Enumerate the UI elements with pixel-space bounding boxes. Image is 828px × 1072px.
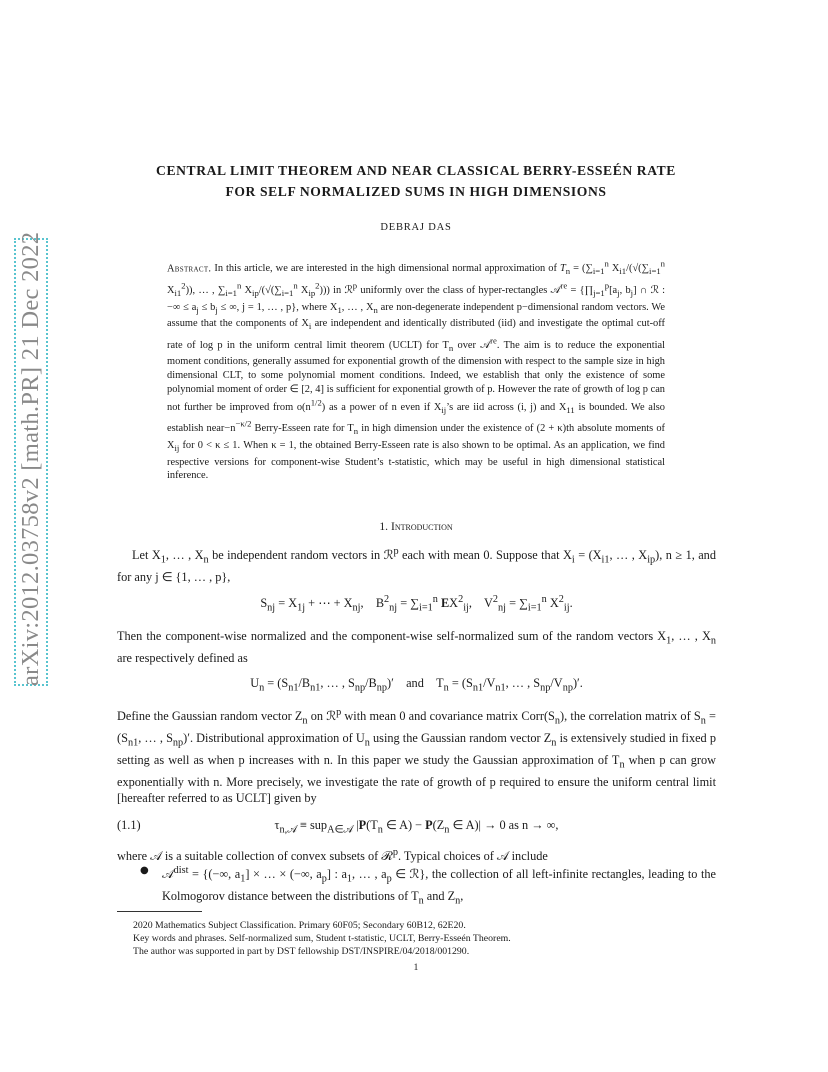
paper-title: [110, 160, 722, 202]
section-number: 1.: [379, 520, 389, 533]
equation-normalized-sums: $U_n = (S_{n1}/B_{n1}$, … , $S_{np}/B_{np})'$ and $T_n = (S_{n1}/V_{n1}$, … , $S_{np}/V_{np})'$.: [250, 676, 583, 694]
section-title: Introduction: [390, 520, 453, 533]
equation-uclt: $\tau_{n,𝒜} \equiv sup_{A\in 𝒜}$ $|P(T_n$ ∈ $A) - P(Z_n$ ∈ A)| → 0 as n → ∞,: [274, 818, 559, 836]
abstract-label: Abstract.: [167, 263, 212, 275]
title-line-2: FOR SELF NORMALIZED SUMS IN HIGH DIMENSIONS: [225, 184, 607, 199]
section-heading: [110, 520, 722, 533]
footnote-keywords: Key words and phrases. Self-normalized sum, Student t-statistic, UCLT, Berry-Esseén Theorem.: [133, 933, 511, 944]
intro-paragraph-3: Define the Gaussian random vector $Z_n$ on ℛ$^p$ with mean 0 and covariance matrix $Corr(S_n)$, the correlation matrix of $S_n = (S_{n1}$, … , $S_{np})'$. Distributional approximation of $U_n$ using the Gaussian random vector $Z_n$ is extensively studied in fixed p setting as well as when p increases with n. In this paper we study the Gaussian approximation of $T_n$ when p can grow exponentially with n. More precisely, we investigate the rate of growth of p required to ensure the uniform central limit [hereafter referred to as UCLT] given by: [117, 707, 716, 806]
footnote-msc: 2020 Mathematics Subject Classification. Primary 60F05; Secondary 60B12, 62E20.: [133, 920, 466, 931]
abstract-text: In this article, we are interested in the high dimensional normal approximation of $T_n = (\sum_{i=1}^n$ $X_{i1}/(√(\sum_{i=1}^n$ $X_{i1}^2$)), … , $\sum_{i=1}^n$ $X_{ip}/(√(\sum_{i=1}^n$ $X_{ip}^2$))) in ℛ$^p$ uniformly over the class of hyper-rectangles 𝒜$^{re}$ = {$\prod_{j=1}^p[a_j$, $b_j$] ∩ ℛ : −∞ ≤ $a_j \le b_j$ ≤ ∞, j = 1, … , p}, where $X_1$, … , $X_n$ are non-degenerate independent p−dimensional random vectors. We assume that the components of $X_i$ are independent and identically distributed (iid) and investigate the optimal cut-off rate of log p in the uniform central limit theorem (UCLT) for $T_n$ over 𝒜$^{re}$. The aim is to reduce the exponential moment conditions, generally assumed for exponential growth of the dimension with respect to the sample size in high dimensional CLT, to some polynomial moment conditions. Indeed, we establish that only the existence of some polynomial moment of order ∈ [2, 4] is sufficient for exponential growth of p. However the rate of growth of log p can not further be improved from $o(n^{1/2})$ as a power of n even if $X_{ij}’s$ are iid across (i, j) and $X_{11}$ is bounded. We also establish $near-n^{-\kappa/2}$ Berry-Esseen rate for $T_n$ in high dimension under the existence of (2 + κ)th absolute moments of $X_{ij}$ for 0 < κ ≤ 1. When κ = 1, the obtained Berry-Esseen rate is also shown to be optimal. As an application, we find respective versions for component-wise Student’s t-statistic, which may be useful in high dimensional statistical inference.: [167, 259, 666, 482]
intro-paragraph-1: Let $X_1$, … , $X_n$ be independent random vectors in ℛ$^p$ each with mean 0. Suppose that $X_i = (X_{i1}$, … , $X_{ip}$), n ≥ 1, and for any j ∈ {1, … , p},: [117, 546, 716, 585]
intro-paragraph-4: where 𝒜 is a suitable collection of convex subsets of ℛ$^p$. Typical choices of 𝒜 include: [117, 847, 548, 864]
footnote-funding: The author was supported in part by DST fellowship DST/INSPIRE/04/2018/001290.: [133, 946, 470, 957]
arxiv-identifier: arXiv:2012.03758v2 [math.PR] 21 Dec 2022: [17, 231, 44, 686]
title-line-1: CENTRAL LIMIT THEOREM AND NEAR CLASSICAL BERRY-ESSEÉN RATE: [156, 163, 676, 178]
bullet-item: 𝒜$^{dist}$ = {(−∞, $a_1$] × … × (−∞, $a_p$] : $a_1$, … , $a_p$ ∈ ℛ}, the collection of all left-infinite rectangles, leading to the Kolmogorov distance between the distributions of $T_n$ and $Z_n$,: [162, 865, 716, 906]
equation-sums: $S_{nj} = X_{1j}$ + ⋯ + $X_{nj}$, $B^2_{nj} = \sum_{i=1}^n$ $EX^2_{ij}$, $V^2_{nj} = \sum_{i=1}^n$ $X^2_{ij}$.: [260, 594, 573, 614]
footnote-rule: [117, 911, 202, 912]
page-number: 1: [413, 962, 419, 973]
author-name: DEBRAJ DAS: [380, 222, 452, 233]
intro-paragraph-2: Then the component-wise normalized and the component-wise self-normalized sum of the random vectors $X_1$, … , $X_n$ are respectively defined as: [117, 629, 716, 665]
bullet-marker: ●: [140, 865, 149, 876]
equation-label: (1.1): [117, 818, 141, 832]
abstract: [167, 258, 665, 483]
